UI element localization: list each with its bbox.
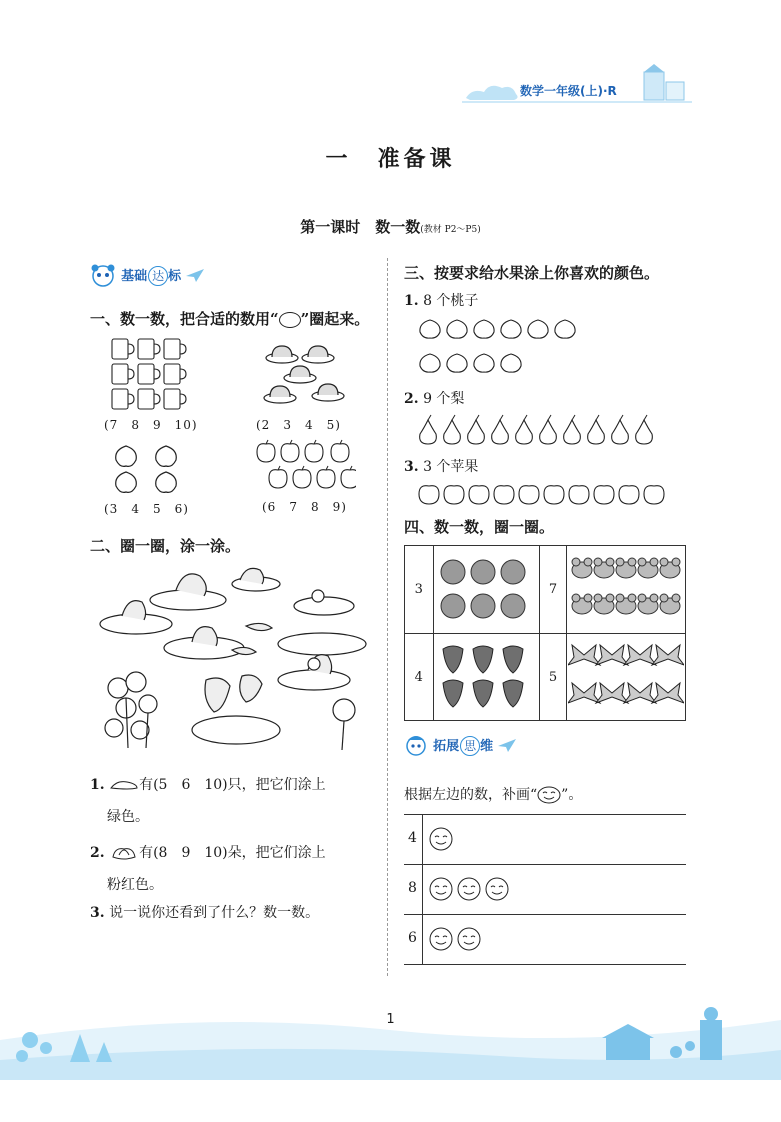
q4-cell-5: 5 <box>540 634 567 721</box>
q2-sub2-num: 2. <box>90 845 105 861</box>
extend-line-bottom <box>404 964 686 965</box>
q3-title: 三、按要求给水果涂上你喜欢的颜色。 <box>404 264 660 282</box>
extend-question <box>404 784 582 804</box>
apple-outline-icons <box>418 482 678 506</box>
apple-icons <box>254 438 356 494</box>
unit-title: 一 准备课 <box>325 146 456 172</box>
lesson-ref: (教材 P2～P5) <box>420 225 481 235</box>
q3-item3-text: 3 个苹果 <box>423 459 479 475</box>
butterfly-icons <box>568 635 684 715</box>
mascot-icon <box>404 732 428 758</box>
q4-cell-3: 3 <box>405 546 434 634</box>
smiley-face-icons <box>428 876 512 902</box>
peach-icons <box>112 440 184 496</box>
q1-title <box>90 308 369 329</box>
strawberry-icons <box>435 635 535 715</box>
frog-small-icon <box>109 778 139 792</box>
paper-plane-icon <box>186 268 204 282</box>
header-banner <box>462 64 692 108</box>
q3-item1-text: 8 个桃子 <box>423 293 479 309</box>
extend-line-1 <box>404 864 686 865</box>
gray-apple-icons <box>435 548 535 628</box>
q4-mice-cell <box>567 546 686 634</box>
peaches-illustration <box>112 440 184 496</box>
q1-title-pre: 一、数一数，把合适的数用“ <box>90 310 279 328</box>
hat-icons <box>262 342 354 408</box>
smiley-face-icon <box>428 826 454 852</box>
q2-sub1-line2: 绿色。 <box>107 809 149 825</box>
q4-strawberry-cell <box>433 634 540 721</box>
q2-sub2 <box>90 842 326 862</box>
extend-line-top <box>404 814 686 815</box>
hats-options: (2 3 4 5) <box>256 418 341 432</box>
paper-plane-icon <box>498 738 516 752</box>
extend-row-3-num: 6 <box>408 930 417 946</box>
peach-outline-icons <box>418 316 588 378</box>
q3-item1-num: 1. <box>404 293 419 309</box>
peach-row-illustration <box>418 316 588 378</box>
lotus-small-icon <box>109 845 139 861</box>
header-series-label: 数学一年级(上)·R <box>520 84 617 98</box>
q4-title: 四、数一数，圈一圈。 <box>404 518 555 536</box>
circle-symbol-icon <box>279 312 301 328</box>
cups-illustration <box>108 337 188 413</box>
section-basic-label-2b: 标 <box>168 268 182 284</box>
apples-options: (6 7 8 9) <box>262 500 347 514</box>
lesson-title-row <box>0 216 781 237</box>
q2-sub1-num: 1. <box>90 777 105 793</box>
q3-item1 <box>404 290 478 310</box>
extend-row-2-num: 8 <box>408 880 417 896</box>
panda-icon <box>90 262 116 288</box>
q3-item2-num: 2. <box>404 391 419 407</box>
section-basic-label-2a: 达 <box>148 266 168 286</box>
q4-cell-4: 4 <box>405 634 434 721</box>
section-extend-label-2b: 维 <box>480 738 494 754</box>
lesson-title: 第一课时 数一数 <box>300 218 421 236</box>
peaches-options: (3 4 5 6) <box>104 502 189 516</box>
q2-sub2-line2: 粉红色。 <box>107 877 163 893</box>
section-extend-badge <box>404 732 516 758</box>
pear-row-illustration <box>418 414 662 448</box>
q3-item2 <box>404 388 464 408</box>
apple-row-illustration <box>418 482 678 506</box>
q2-sub3 <box>90 902 319 922</box>
extend-title-post: ”。 <box>561 787 583 803</box>
column-divider <box>387 258 388 976</box>
pear-outline-icons <box>418 414 662 448</box>
frog-lotus-pond-icon <box>96 560 368 756</box>
section-basic-label-1: 基础 <box>121 268 148 284</box>
q1-title-post: ”圈起来。 <box>300 310 370 328</box>
cups-options: (7 8 9 10) <box>104 418 198 432</box>
hats-illustration <box>262 342 354 408</box>
extend-line-2 <box>404 914 686 915</box>
section-basic-badge <box>90 262 204 288</box>
pond-scene-illustration <box>96 560 368 756</box>
extend-row-1-num: 4 <box>408 830 417 846</box>
cup-icons <box>108 337 188 413</box>
q3-item3 <box>404 456 478 476</box>
section-extend-label-1: 拓展 <box>433 738 460 754</box>
q3-item2-text: 9 个梨 <box>423 391 465 407</box>
q2-sub1-text: 有(5 6 10)只，把它们涂上 <box>139 777 326 793</box>
smiley-face-icons <box>428 926 484 952</box>
q4-apples-cell <box>433 546 540 634</box>
section-extend-label-2a: 思 <box>460 736 480 756</box>
page-number: 1 <box>386 1012 395 1027</box>
q4-cell-7: 7 <box>540 546 567 634</box>
q2-sub3-num: 3. <box>90 905 105 921</box>
apples-illustration <box>254 438 356 494</box>
q4-butterfly-cell <box>567 634 686 721</box>
mouse-icons <box>568 548 684 628</box>
q2-sub3-text: 说一说你还看到了什么？数一数。 <box>109 905 320 921</box>
q2-sub1 <box>90 774 326 794</box>
extend-vline <box>422 814 423 965</box>
smiley-face-icon <box>537 786 561 804</box>
q3-item3-num: 3. <box>404 459 419 475</box>
extend-table <box>404 814 686 966</box>
q4-count-table <box>404 545 686 721</box>
q2-sub2-text: 有(8 9 10)朵，把它们涂上 <box>139 845 326 861</box>
extend-title-pre: 根据左边的数，补画“ <box>404 787 538 803</box>
q2-title: 二、圈一圈，涂一涂。 <box>90 537 241 555</box>
